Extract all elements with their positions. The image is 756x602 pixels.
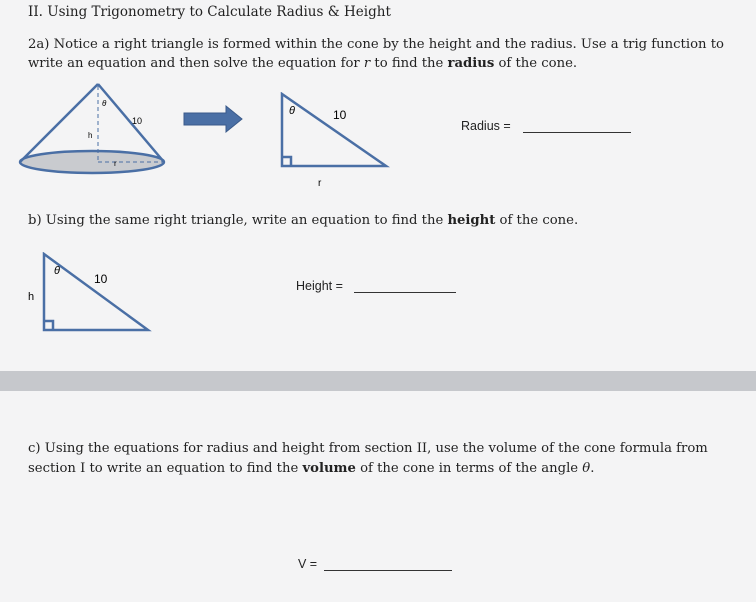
question-2a-bold: radius xyxy=(447,56,495,71)
cone-theta-label: θ xyxy=(102,99,107,108)
section-title: II. Using Trigonometry to Calculate Radius & Height xyxy=(28,4,391,20)
question-c-variable: θ xyxy=(582,461,591,476)
radius-answer-line[interactable] xyxy=(523,132,631,133)
triangle-height-theta-label: θ xyxy=(54,265,60,277)
question-2a-suffix: of the cone. xyxy=(494,56,578,71)
triangle-height-side-label: h xyxy=(28,291,35,303)
triangle-radius-base-label: r xyxy=(318,178,322,189)
cone-h-label: h xyxy=(88,131,93,140)
question-2a-variable: r xyxy=(363,56,371,71)
triangle-height-hyp-label: 10 xyxy=(94,272,108,286)
question-2b-bold: height xyxy=(447,213,496,228)
cone-slant-label: 10 xyxy=(132,116,143,126)
question-2b xyxy=(28,213,578,228)
right-arrow-icon xyxy=(182,104,246,134)
triangle-radius-figure xyxy=(270,92,400,192)
question-c-prefix: c) Using the equations for radius and height from section II, use the volume of the cone formula from section I to write an equation to find the xyxy=(28,441,708,476)
question-2a-mid: to find the xyxy=(370,56,448,71)
right-angle-marker-icon xyxy=(44,321,53,330)
section-divider xyxy=(0,371,756,391)
volume-answer-line[interactable] xyxy=(324,570,452,571)
question-c-suffix: . xyxy=(590,461,595,476)
question-2a xyxy=(28,35,728,73)
cone-r-label: r xyxy=(114,159,117,168)
question-c-bold: volume xyxy=(302,461,356,476)
triangle-height-figure xyxy=(24,252,154,336)
triangle-radius-shape xyxy=(282,94,386,166)
volume-label: V = xyxy=(298,557,318,571)
question-2b-suffix: of the cone. xyxy=(495,213,579,228)
triangle-radius-hyp-label: 10 xyxy=(333,108,347,122)
radius-label: Radius = xyxy=(461,119,511,133)
question-c xyxy=(28,439,728,479)
triangle-radius-theta-label: θ xyxy=(289,105,295,117)
cone-figure xyxy=(14,82,174,182)
right-angle-marker-icon xyxy=(282,157,291,166)
question-c-mid: of the cone in terms of the angle xyxy=(355,461,583,476)
height-label: Height = xyxy=(296,279,343,293)
question-2a-prefix: 2a) Notice a right triangle is formed within the cone by the height and the radius. Use a trig function to write an equation and then solve the equation for xyxy=(28,37,724,71)
height-answer-line[interactable] xyxy=(354,292,456,293)
question-2b-prefix: b) Using the same right triangle, write an equation to find the xyxy=(28,213,448,228)
